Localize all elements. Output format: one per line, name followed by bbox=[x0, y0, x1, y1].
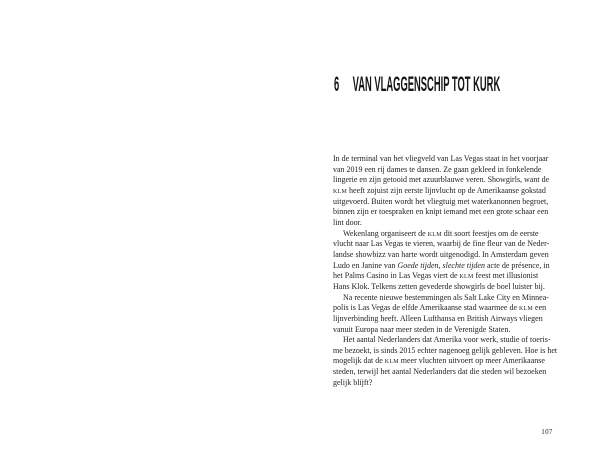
klm-smallcaps: KLM bbox=[333, 188, 348, 195]
body-line: lingerie en zijn getooid met azuurblauwe veren. Showgirls, want de bbox=[333, 175, 550, 185]
body-line: polis is Las Vegas de elfde Amerikaanse stad waarmee de KLM een bbox=[333, 303, 547, 313]
body-line: In de terminal van het vliegveld van Las Vegas staat in het voorjaar bbox=[333, 154, 549, 163]
klm-smallcaps: KLM bbox=[384, 359, 399, 366]
body-line: steden, terwijl het aantal Nederlanders dat die steden wil bezoeken bbox=[333, 367, 547, 377]
body-line: lint door. bbox=[333, 217, 362, 227]
chapter-number: 6 bbox=[334, 73, 340, 96]
body-line: landse showbizz van harte wordt uitgenodigd. In Amsterdam geven bbox=[333, 249, 549, 259]
body-line: uitgevoerd. Buiten wordt het vliegtuig met waterkanonnen begroet, bbox=[333, 196, 549, 206]
body-text bbox=[333, 154, 560, 388]
page-number: 107 bbox=[541, 428, 553, 436]
klm-smallcaps: KLM bbox=[459, 274, 474, 281]
body-line: vanuit Europa naar meer steden in de Verenigde Staten. bbox=[333, 324, 511, 334]
body-line: Ludo en Janine van Goede tijden, slechte tijden acte de présence, in bbox=[333, 260, 550, 270]
chapter-heading bbox=[334, 74, 500, 95]
body-line: lijnverbinding heeft. Alleen Lufthansa en British Airways vliegen bbox=[333, 313, 543, 323]
body-line: mogelijk dat de KLM meer vluchten uitvoert op meer Amerikaanse bbox=[333, 356, 545, 366]
body-line: KLM heeft zojuist zijn eerste lijnvlucht op de Amerikaanse gokstad bbox=[333, 185, 546, 195]
body-line: Het aantal Nederlanders dat Amerika voor werk, studie of toeris- bbox=[343, 335, 551, 345]
chapter-title: VAN VLAGGENSCHIP TOT KURK bbox=[352, 73, 501, 96]
body-line: het Palms Casino in Las Vegas viert de KLM feest met illusionist bbox=[333, 271, 539, 281]
klm-smallcaps: KLM bbox=[519, 306, 534, 313]
body-line: binnen zijn er toespraken en knipt iemand met een grote schaar een bbox=[333, 207, 549, 217]
klm-smallcaps: KLM bbox=[427, 231, 442, 238]
body-line: Na recente nieuwe bestemmingen als Salt Lake City en Minnea- bbox=[343, 292, 549, 302]
body-line: me bezoekt, is sinds 2015 echter nagenoeg gelijk gebleven. Hoe is het bbox=[333, 345, 558, 355]
body-line: Wekenlang organiseert de KLM dit soort feestjes om de eerste bbox=[343, 228, 539, 238]
body-line: gelijk blijft? bbox=[333, 377, 373, 387]
body-line: van 2019 een rij dames te dansen. Ze gaan gekleed in fonkelende bbox=[333, 164, 542, 174]
body-line: Hans Klok. Telkens zetten gevederde showgirls de boel luister bij. bbox=[333, 281, 545, 291]
body-line: vlucht naar Las Vegas te vieren, waarbij de fine fleur van de Neder- bbox=[333, 239, 550, 249]
